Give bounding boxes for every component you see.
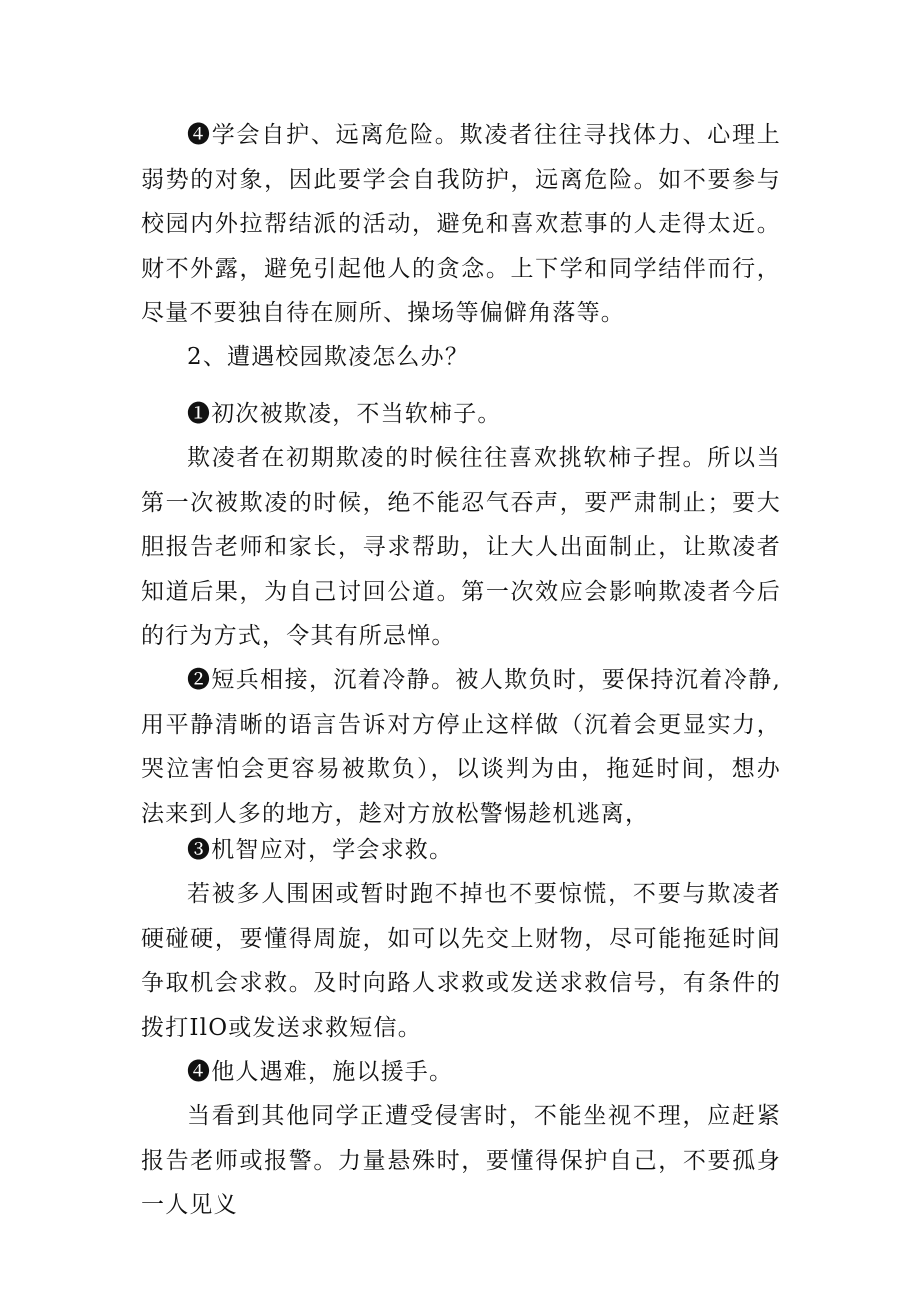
paragraph-self-protection: ❹学会自护、远离危险。欺凌者往往寻找体力、心理上弱势的对象，因此要学会自我防护，远离危险。如不要参与校园内外拉帮结派的活动，避免和喜欢惹事的人走得太近。财不外露，避免引起他人的贪念。上下学和同学结伴而行，尽量不要独自待在厕所、操场等偏僻角落等。 xyxy=(141,122,781,326)
section-heading-what-to-do: 2、遭遇校园欺凌怎么办？ xyxy=(187,344,470,370)
tip-heading-first-bullying: ❶初次被欺凌，不当软柿子。 xyxy=(187,401,502,427)
tip-heading-seek-help: ❸机智应对，学会求救。 xyxy=(187,837,454,863)
paragraph-help-others: 当看到其他同学正遭受侵害时，不能坐视不理，应赶紧报告老师或报警。力量悬殊时，要懂得保护自己，不要孤身一人见义 xyxy=(141,1103,781,1218)
paragraph-first-bullying: 欺凌者在初期欺凌的时候往往喜欢挑软柿子捏。所以当第一次被欺凌的时候，绝不能忍气吞声，要严肃制止；要大胆报告老师和家长，寻求帮助，让大人出面制止，让欺凌者知道后果，为自己讨回公道。第一次效应会影响欺凌者今后的行为方式，令其有所忌惮。 xyxy=(141,445,781,649)
tip-heading-help-others: ❹他人遇难，施以援手。 xyxy=(187,1059,454,1085)
paragraph-stay-calm: ❷短兵相接，沉着冷静。被人欺负时，要保持沉着冷静,用平静清晰的语言告诉对方停止这样做（沉着会更显实力，哭泣害怕会更容易被欺负），以谈判为由，拖延时间，想办法来到人多的地方，趁对方放松警惕趁机逃离， xyxy=(141,667,781,827)
paragraph-seek-help: 若被多人围困或暂时跑不掉也不要惊慌，不要与欺凌者硬碰硬，要懂得周旋，如可以先交上财物，尽可能拖延时间争取机会求救。及时向路人求救或发送求救信号，有条件的拨打IlO或发送求救短信。 xyxy=(141,881,781,1041)
